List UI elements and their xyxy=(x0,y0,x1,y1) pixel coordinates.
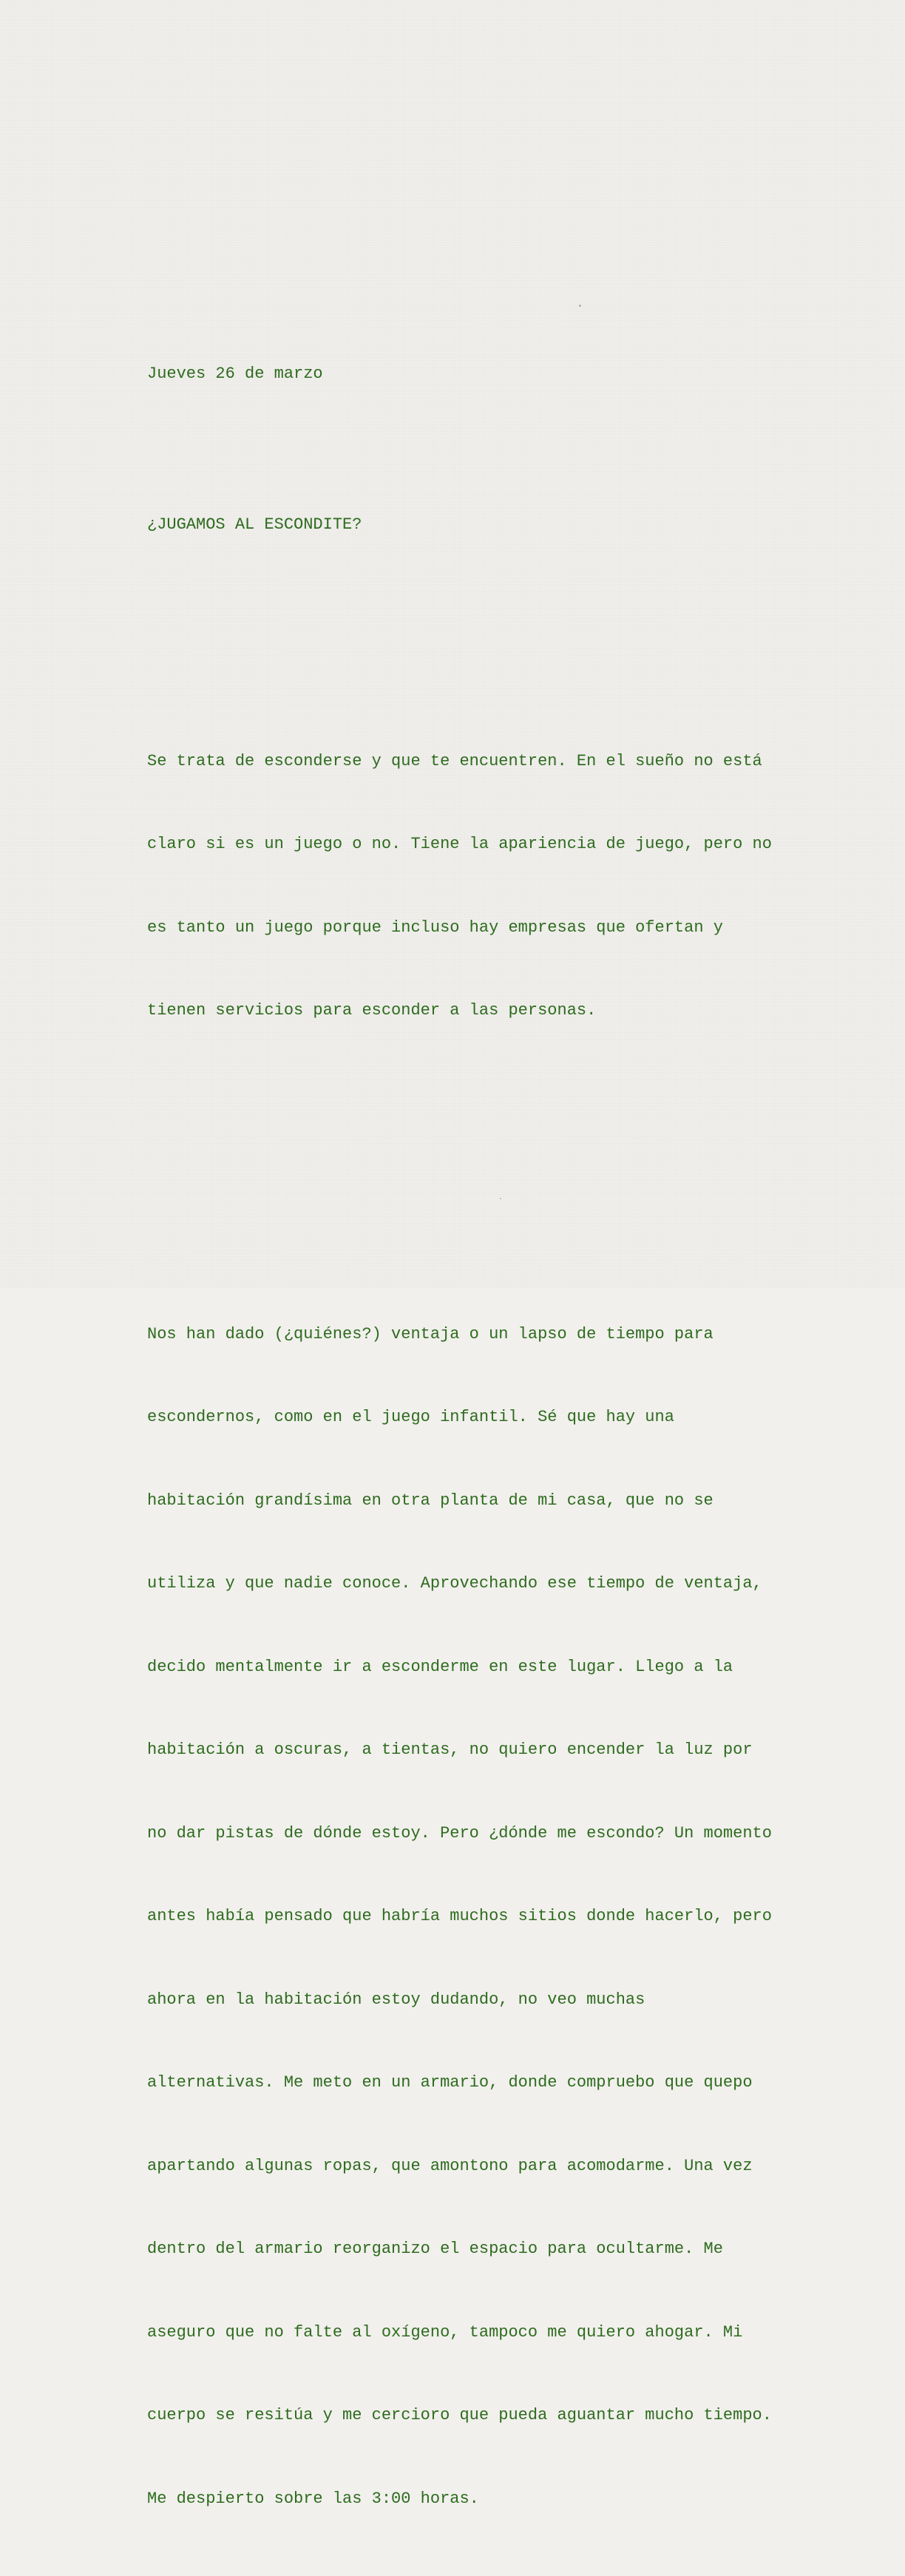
entry-date: Jueves 26 de marzo xyxy=(147,365,323,383)
paragraph-line: aseguro que no falte al oxígeno, tampoco me quiero ahogar. Mi xyxy=(147,2322,743,2342)
spacer xyxy=(147,444,813,455)
paragraph-line: apartando algunas ropas, que amontono para acomodarme. Una vez xyxy=(147,2156,753,2175)
spacer xyxy=(147,1163,813,1182)
paragraph-line: Nos han dado (¿quiénes?) ventaja o un lapso de tiempo para xyxy=(147,1324,714,1343)
paragraph-2 xyxy=(147,1265,813,2569)
paragraph-line: no dar pistas de dónde estoy. Pero ¿dónde me escondo? Un momento xyxy=(147,1823,772,1843)
paragraph-line: habitación grandísima en otra planta de mi casa, que no se xyxy=(147,1491,714,1510)
paragraph-line: dentro del armario reorganizo el espacio para ocultarme. Me xyxy=(147,2240,723,2258)
paragraph-line: decido mentalmente ir a esconderme en este lugar. Llego a la xyxy=(147,1657,733,1676)
paragraph-line: Me despierto sobre las 3:00 horas. xyxy=(147,2489,479,2508)
paragraph-line: claro si es un juego o no. Tiene la apariencia de juego, pero no xyxy=(147,835,772,853)
spacer xyxy=(147,594,813,609)
entry-title: ¿JUGAMOS AL ESCONDITE? xyxy=(147,515,362,534)
paragraph-line: utiliza y que nadie conoce. Aprovechando ese tiempo de ventaja, xyxy=(147,1574,762,1593)
paragraph-line: Se trata de esconderse y que te encuentren. En el sueño no está xyxy=(147,751,762,770)
paragraph-line: tienen servicios para esconder a las personas. xyxy=(147,1001,597,1020)
paragraph-line: cuerpo se resitúa y me cercioro que pueda aguantar mucho tiempo. xyxy=(147,2406,772,2424)
paragraph-line: escondernos, como en el juego infantil. Sé que hay una xyxy=(147,1408,674,1426)
paragraph-line: antes había pensado que habría muchos sitios donde hacerlo, pero xyxy=(147,1907,772,1925)
paragraph-line: habitación a oscuras, a tientas, no quiero encender la luz por xyxy=(147,1741,753,1759)
typewritten-text xyxy=(147,305,813,2576)
paragraph-line: ahora en la habitación estoy dudando, no veo muchas xyxy=(147,1990,645,2009)
paragraph-line: alternativas. Me meto en un armario, donde compruebo que quepo xyxy=(147,2073,753,2092)
paragraph-line: es tanto un juego porque incluso hay empresas que ofertan y xyxy=(147,918,723,937)
paragraph-1 xyxy=(147,692,813,1080)
